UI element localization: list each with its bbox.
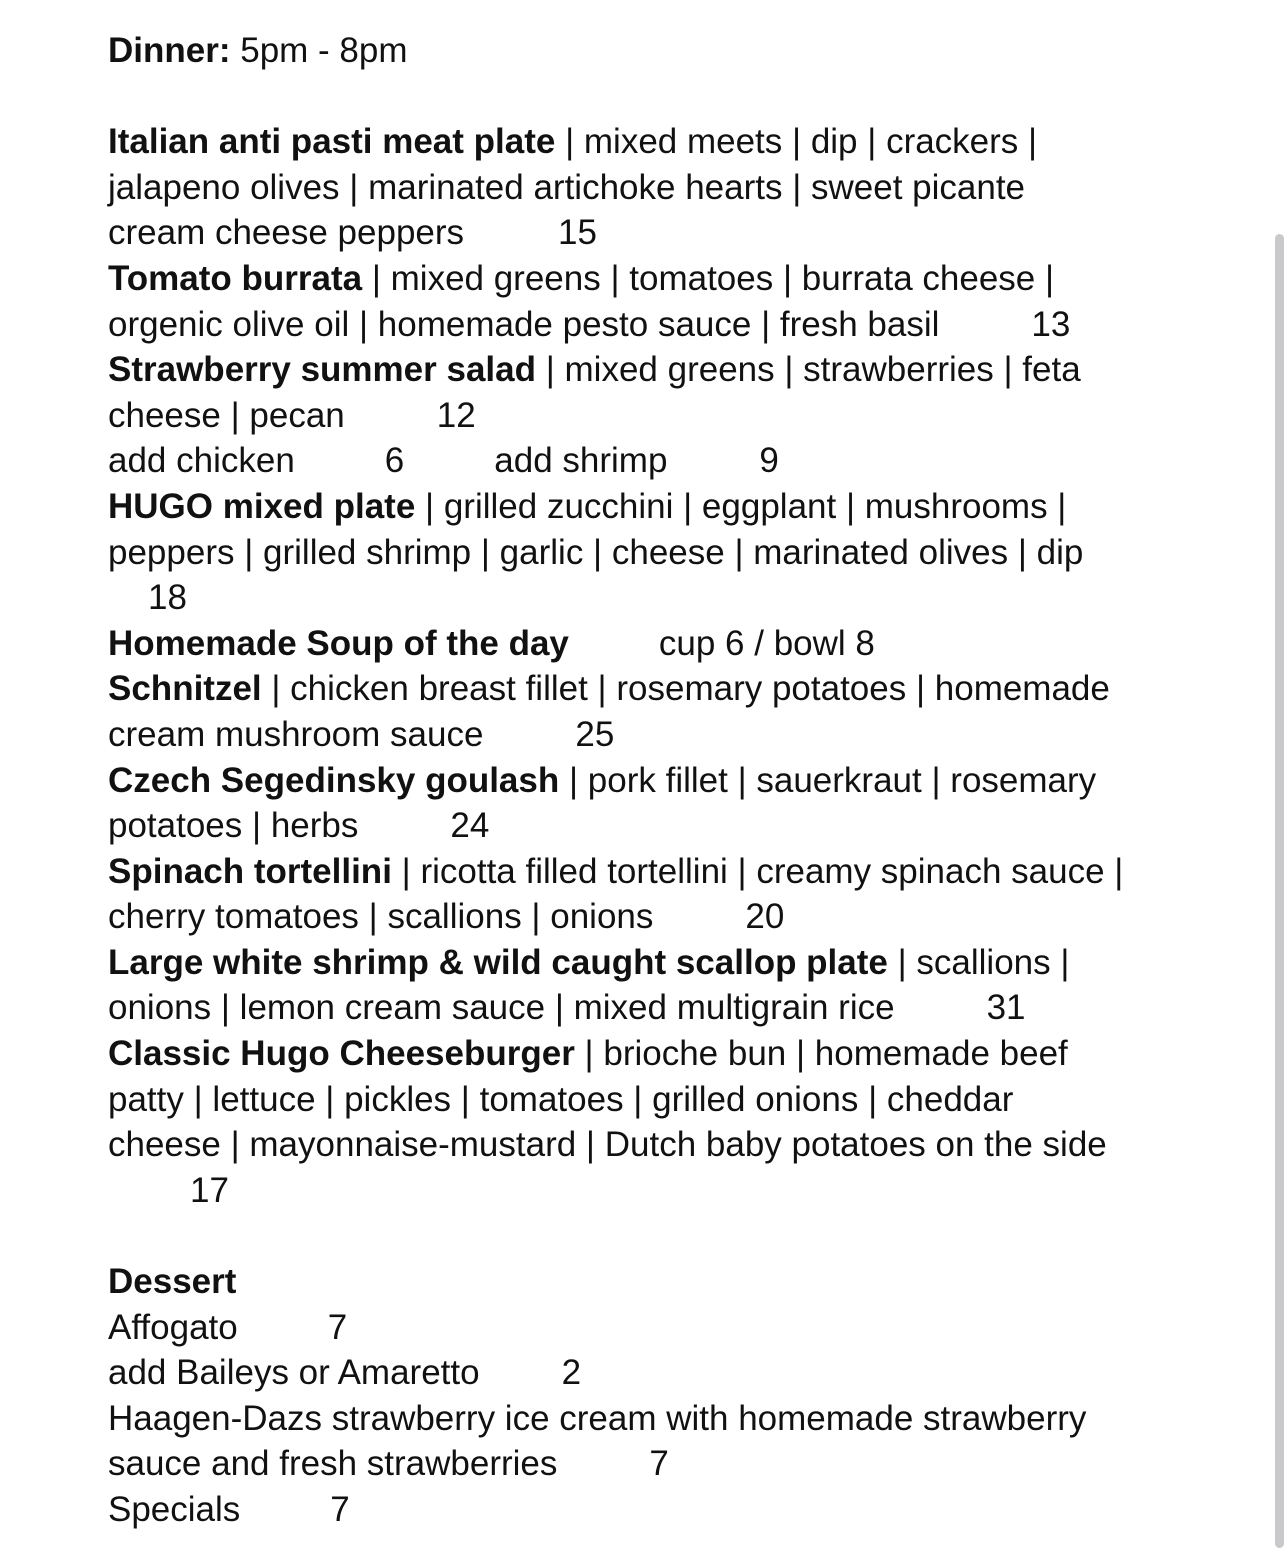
item-name: Spinach tortellini [108,851,392,891]
item-price: 17 [190,1170,229,1210]
dinner-hours-line [108,28,1188,74]
menu-item-shrimp-scallop-plate [108,940,1188,1031]
dinner-hours: 5pm - 8pm [240,31,408,70]
item-description: cheese | mayonnaise-mustard | Dutch baby potatoes on the side [108,1125,1107,1165]
item-description: cream cheese peppers [108,213,465,253]
item-description: | mixed greens | strawberries | feta [535,350,1081,390]
addon-label: add chicken [108,441,295,481]
dessert-item-label: Affogato [108,1307,238,1347]
menu-item-soup [108,621,1188,667]
item-price: 18 [148,578,187,618]
dinner-label: Dinner: [108,31,231,70]
menu-item-hugo-mixed-plate [108,484,1188,621]
item-price: 24 [450,806,490,846]
item-description: cheese | pecan [108,395,345,435]
item-description: cherry tomatoes | scallions | onions [108,897,654,937]
item-name: Italian anti pasti meat plate [108,122,556,162]
item-price: 20 [745,897,785,937]
item-description: | chicken breast fillet | rosemary potatoes | homemade [261,669,1110,709]
item-name: Strawberry summer salad [108,350,536,390]
item-description: | mixed greens | tomatoes | burrata cheese | [362,258,1055,298]
dessert-section [108,1259,1188,1533]
item-description: | ricotta filled tortellini | creamy spinach sauce | [391,851,1124,891]
dessert-heading: Dessert [108,1262,237,1302]
item-description: | grilled zucchini | eggplant | mushrooms | [415,486,1067,526]
item-description: | brioche bun | homemade beef [574,1034,1068,1074]
item-price: 15 [558,213,597,253]
dessert-item-price: 7 [327,1307,348,1347]
dessert-item-label: Specials [108,1490,241,1529]
item-description: | scallions | [887,942,1070,982]
item-description: onions | lemon cream sauce | mixed multigrain rice [108,988,895,1028]
menu-document [108,28,1188,1533]
dessert-item-description: Haagen-Dazs strawberry ice cream with homemade strawberry [108,1398,1087,1438]
item-description: peppers | grilled shrimp | garlic | cheese | marinated olives | dip [108,532,1084,572]
addon-label: add shrimp [494,441,668,481]
dessert-addon-label: add Baileys or Amaretto [108,1353,480,1393]
item-name: Tomato burrata [108,258,363,298]
item-name: Large white shrimp & wild caught scallop plate [108,942,888,982]
menu-item-antipasti [108,119,1188,256]
menu-item-burrata [108,256,1188,347]
item-description: | pork fillet | sauerkraut | rosemary [559,760,1097,800]
dessert-item-price: 7 [649,1444,669,1484]
spacer [108,1213,1188,1259]
spacer [108,74,1188,120]
item-name: HUGO mixed plate [108,486,416,526]
menu-item-cheeseburger [108,1031,1188,1213]
item-price: cup 6 / bowl 8 [658,623,875,663]
vertical-scrollbar[interactable] [1275,234,1284,1548]
item-name: Classic Hugo Cheeseburger [108,1034,575,1074]
addon-price: 9 [759,441,779,481]
item-name: Homemade Soup of the day [108,623,569,663]
item-description: cream mushroom sauce [108,714,484,754]
menu-item-schnitzel [108,666,1188,757]
menu-item-goulash [108,758,1188,849]
item-price: 25 [575,714,615,754]
item-name: Schnitzel [108,669,262,709]
item-price: 13 [1031,304,1071,344]
item-price: 12 [436,395,476,435]
item-description: patty | lettuce | pickles | tomatoes | grilled onions | cheddar [108,1079,1014,1119]
dessert-item-price: 7 [330,1490,350,1529]
dessert-item-description: sauce and fresh strawberries [108,1444,558,1484]
item-description: | mixed meets | dip | crackers | [555,122,1038,162]
item-description: potatoes | herbs [108,806,359,846]
salad-addons [108,438,1188,484]
item-name: Czech Segedinsky goulash [108,760,560,800]
addon-price: 6 [384,441,405,481]
item-description: orgenic olive oil | homemade pesto sauce | fresh basil [108,304,940,344]
item-price: 31 [986,988,1026,1028]
menu-item-tortellini [108,849,1188,940]
dessert-addon-price: 2 [561,1353,582,1393]
menu-item-strawberry-salad [108,347,1188,484]
item-description: jalapeno olives | marinated artichoke hearts | sweet picante [108,167,1026,207]
